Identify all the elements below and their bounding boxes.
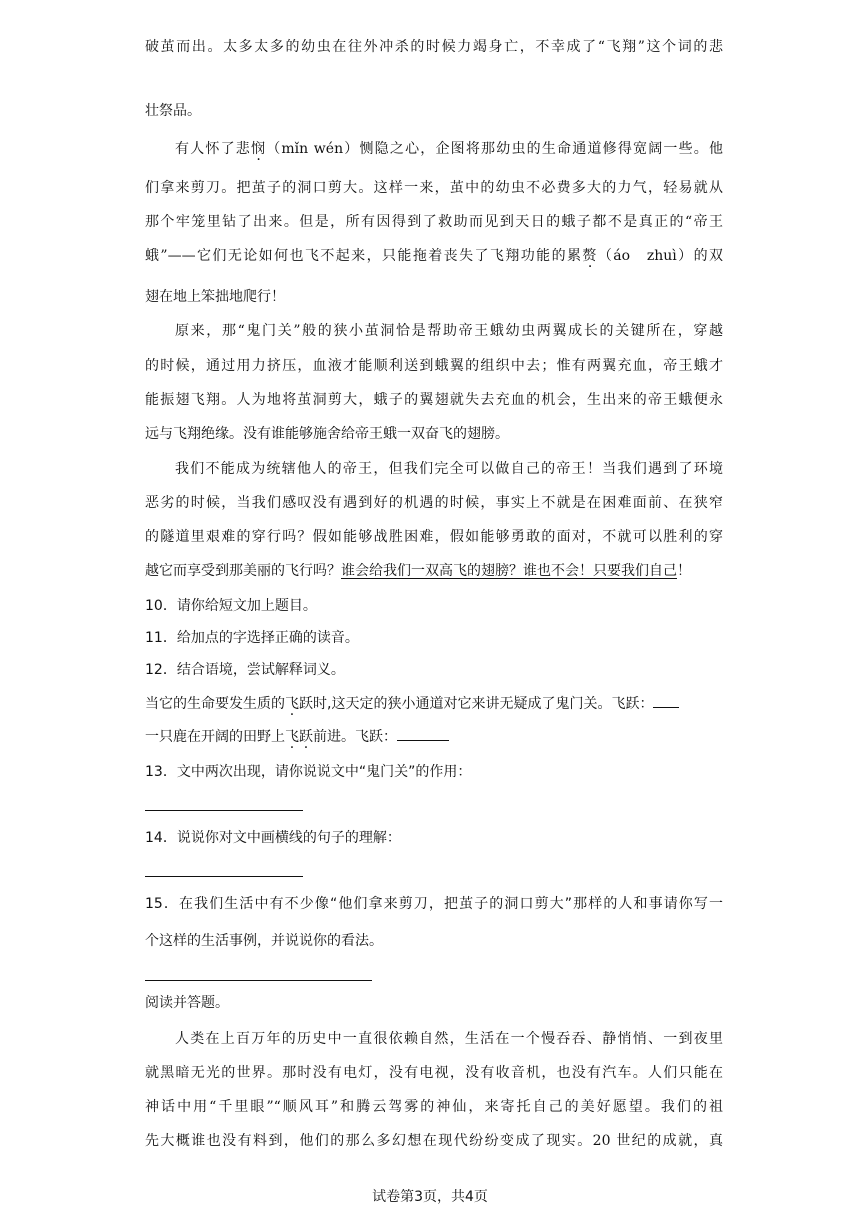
- passage-line: 壮祭品。: [145, 103, 201, 119]
- section-heading: 阅读并答题。: [145, 995, 229, 1011]
- answer-blank[interactable]: [397, 726, 449, 741]
- text-run: 当它的生命要发生质的: [145, 696, 285, 712]
- text-run: 越它而享受到那美丽的飞行吗？: [145, 563, 341, 579]
- passage-line: 恶劣的时候，当我们感叹没有遇到好的机遇的时候，事实上不就是在困难面前、在狭窄: [145, 495, 723, 511]
- text-run: 有人怀了悲: [175, 141, 251, 157]
- passage-line: 那个牢笼里钻了出来。但是，所有因得到了救助而见到天日的蛾子都不是真正的“帝王: [145, 214, 723, 230]
- text-run: 蛾”——它们无论如何也飞不起来，只能拖着丧失了飞翔功能的累: [145, 248, 583, 264]
- question-14: 14．说说你对文中画横线的句子的理解：: [145, 830, 401, 846]
- question-12-sentence-2: [145, 726, 449, 747]
- passage-line: 破茧而出。太多太多的幼虫在往外冲杀的时候力竭身亡，不幸成了“飞翔”这个词的悲: [145, 39, 723, 55]
- passage-line: [145, 561, 725, 581]
- question-12-sentence-1: [145, 693, 679, 714]
- passage-line: 的隧道里艰难的穿行吗？假如能够战胜困难，假如能够勇敢的面对，不就可以胜利的穿: [145, 529, 723, 545]
- passage-line: [175, 139, 723, 159]
- passage-line: 先大概谁也没有料到，他们的那么多幻想在现代纷纷变成了现实。20 世纪的成就，真: [145, 1133, 723, 1149]
- text-run: （áo zhuì）的双: [597, 248, 724, 264]
- passage-line: 人类在上百万年的历史中一直很依赖自然，生活在一个慢吞吞、静悄悄、一到夜里: [175, 1031, 723, 1047]
- question-13: 13．文中两次出现，请你说说文中“鬼门关”的作用：: [145, 764, 472, 780]
- passage-line: 就黑暗无光的世界。那时没有电灯，没有电视，没有收音机，也没有汽车。人们只能在: [145, 1065, 723, 1081]
- answer-line[interactable]: [145, 876, 303, 877]
- text-run: 跃时,这天定的狭小通道对它来讲无疑成了鬼门关。飞跃：: [299, 696, 654, 712]
- passage-line: 翅在地上笨拙地爬行！: [145, 289, 285, 305]
- answer-line[interactable]: [145, 810, 303, 811]
- answer-line[interactable]: [145, 980, 372, 981]
- passage-line: 原来，那“鬼门关”般的狭小茧洞恰是帮助帝王蛾幼虫两翼成长的关键所在，穿越: [175, 323, 723, 339]
- underlined-sentence: 谁会给我们一双高飞的翅膀？谁也不会！只要我们自己: [341, 563, 677, 579]
- emphasis-dot-char: 飞: [285, 729, 299, 745]
- passage-line: 们拿来剪刀。把茧子的洞口剪大。这样一来，茧中的幼虫不必费多大的力气，轻易就从: [145, 180, 723, 196]
- text-run: 前进。飞跃：: [313, 729, 397, 745]
- emphasis-dot-char: 赘: [582, 248, 598, 264]
- question-12: 12．结合语境，尝试解释词义。: [145, 662, 345, 678]
- question-15: 个这样的生活事例，并说说你的看法。: [145, 933, 383, 949]
- passage-line: 能振翅飞翔。人为地将茧洞剪大，蛾子的翼翅就失去充血的机会，生出来的帝王蛾便永: [145, 392, 723, 408]
- question-15: 15．在我们生活中有不少像“他们拿来剪刀，把茧子的洞口剪大”那样的人和事请你写一: [145, 896, 723, 912]
- emphasis-dot-char: 跃: [299, 729, 313, 745]
- passage-line: 远与飞翔绝缘。没有谁能够施舍给帝王蛾一双奋飞的翅膀。: [145, 426, 509, 442]
- question-11: 11．给加点的字选择正确的读音。: [145, 630, 359, 646]
- text-run: ！: [677, 563, 691, 579]
- passage-line: 我们不能成为统辖他人的帝王，但我们完全可以做自己的帝王！当我们遇到了环境: [175, 461, 723, 477]
- emphasis-dot-char: 飞: [285, 696, 299, 712]
- page-footer: 试卷第3页，共4页: [372, 1189, 488, 1205]
- text-run: （mǐn wén）恻隐之心，企图将那幼虫的生命通道修得宽阔一些。他: [266, 141, 723, 157]
- answer-blank[interactable]: [653, 693, 679, 708]
- text-run: 一只鹿在开阔的田野上: [145, 729, 285, 745]
- emphasis-dot-char: 悯: [250, 141, 267, 157]
- question-10: 10．请你给短文加上题目。: [145, 598, 317, 614]
- passage-line: 神话中用“千里眼”“顺风耳”和腾云驾雾的神仙，来寄托自己的美好愿望。我们的祖: [145, 1099, 723, 1115]
- passage-line: 的时候，通过用力挤压，血液才能顺利送到蛾翼的组织中去；惟有两翼充血，帝王蛾才: [145, 358, 723, 374]
- passage-line: [145, 246, 723, 266]
